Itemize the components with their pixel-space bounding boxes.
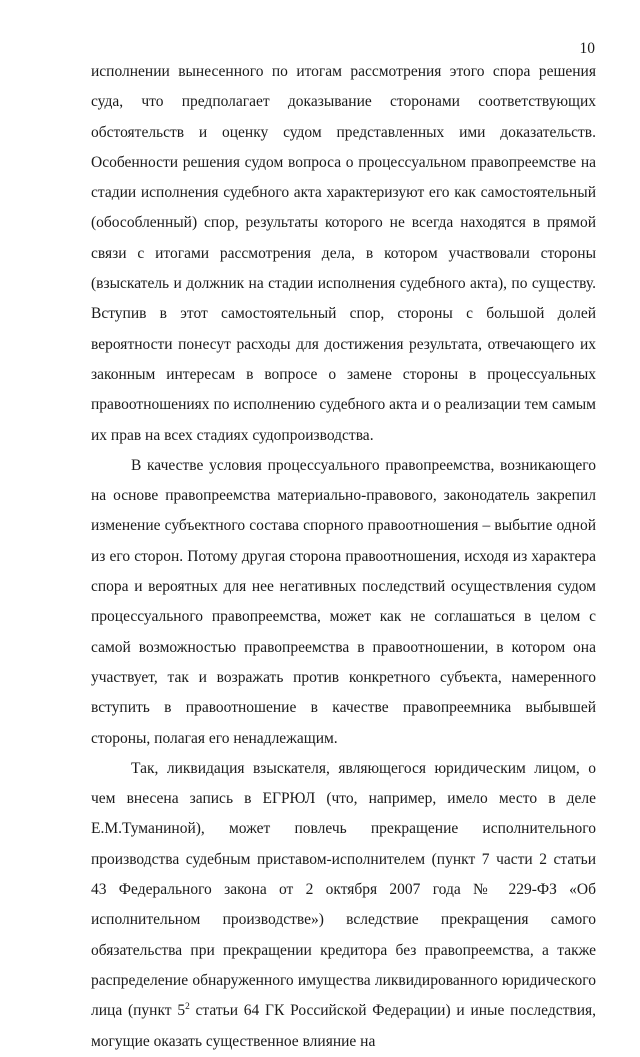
paragraph-3-text-before: Так, ликвидация взыскателя, являющегося юридическим лицом, о чем внесена запись в ЕГРЮЛ (что, например, имело место в деле Е.М.Туманиной), может повлечь прекращение исполнительного производства судебным приставом-исполнителем (пункт 7 части 2 статьи 43 Федерального закона от 2 октября 2007 года № 229-ФЗ «Об исполнительном производстве») вследствие прекращения самого обязательства при прекращении кредитора без правопреемства, а также распределение обнаруженного имущества ликвидированного юридического лица (пункт 5 [91,759,596,1020]
superscript: 2 [185,1002,190,1013]
paragraph-2: В качестве условия процессуального правопреемства, возникающего на основе правопреемства материально-правового, законодатель закрепил изменение субъектного состава спорного правоотношения – выбытие одной из его сторон. Потому другая сторона правоотношения, исходя из характера спора и вероятных для нее негативных последствий осуществления судом процессуального правопреемства, может как не соглашаться в целом с самой возможностью правопреемства в правоотношении, в котором она участвует, так и возражать против конкретного субъекта, намеренного вступить в правоотношение в качестве правопреемника выбывшей стороны, полагая его ненадлежащим. [91,456,596,747]
body-text [91,57,596,1057]
paragraph-3 [91,754,596,1057]
paragraph-1: исполнении вынесенного по итогам рассмотрения этого спора решения суда, что предполагает доказывание сторонами соответствующих обстоятельств и оценку судом представленных ими доказательств. Особенности решения судом вопроса о процессуальном правопреемстве на стадии исполнения судебного акта характеризуют его как самостоятельный (обособленный) спор, результаты которого не всегда находятся в прямой связи с итогами рассмотрения дела, в котором участвовали стороны (взыскатель и должник на стадии исполнения судебного акта), по существу. Вступив в этот самостоятельный спор, стороны с большой долей вероятности понесут расходы для достижения результата, отвечающего их законным интересам в вопросе о замене стороны в процессуальных правоотношениях по исполнению судебного акта и о реализации тем самым их прав на всех стадиях судопроизводства. [91,63,596,444]
paragraph-3-text-after: статьи 64 ГК Российской Федерации) и иные последствия, могущие оказать существенное влияние на [91,1002,596,1050]
page-number: 10 [579,40,595,57]
